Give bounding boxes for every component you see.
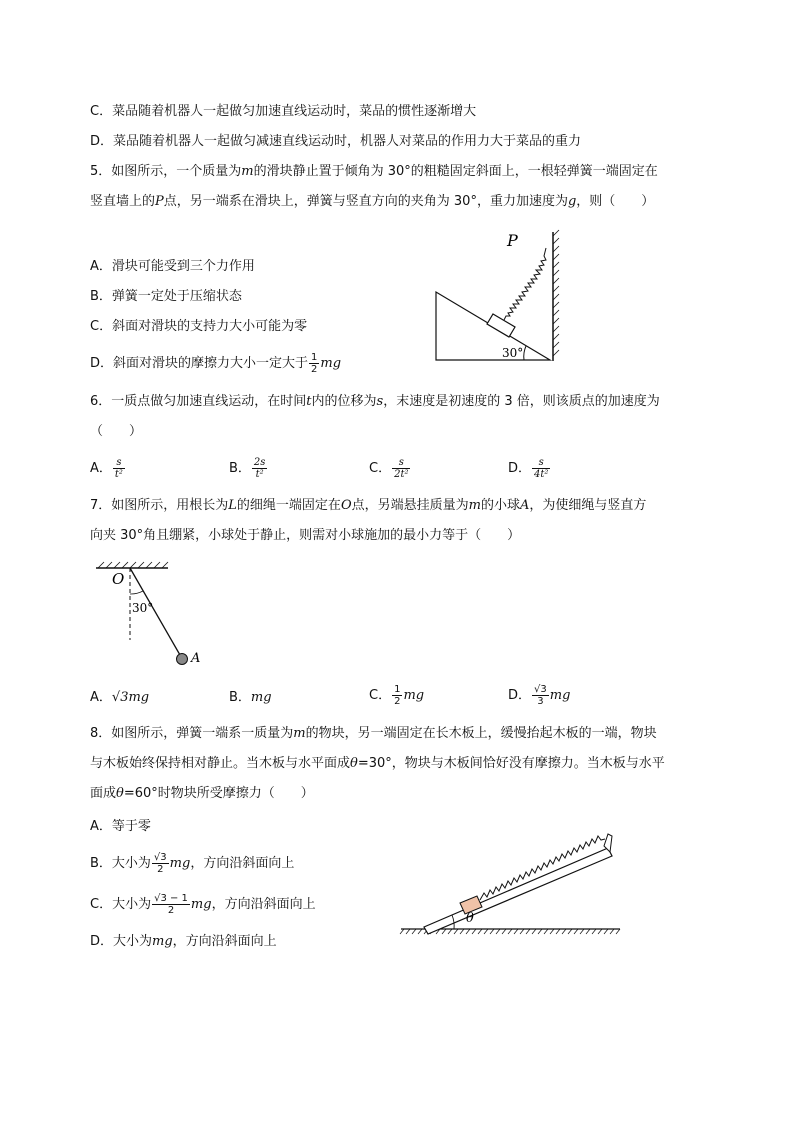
q7-option-d: D． $\frac{√3}{3}$ mg <box>508 684 571 707</box>
q8-stem-line3: 面成θ=60°时物块所受摩擦力（ ） <box>90 786 314 801</box>
q4-option-c: C．菜品随着机器人一起做匀加速直线运动时，菜品的惯性逐渐增大 <box>90 104 477 119</box>
q5-spring <box>504 248 546 320</box>
q7-label-angle: 30° <box>132 601 154 615</box>
q5-stem-line2: 竖直墙上的P点，另一端系在滑块上，弹簧与竖直方向的夹角为 30°，重力加速度为g，则（ ） <box>90 194 655 209</box>
q5-option-d: D．斜面对滑块的摩擦力大小一定大于 $\frac{1}{2}$ mg <box>90 352 342 375</box>
q7-option-c: C． $\frac{1}{2}$ mg <box>369 684 425 707</box>
q7-figure <box>90 560 220 675</box>
q4-option-d: D．菜品随着机器人一起做匀减速直线运动时，机器人对菜品的作用力大于菜品的重力 <box>90 134 582 149</box>
q7-option-a: A．√3mg <box>90 690 150 705</box>
q7-label-o: O <box>112 570 125 588</box>
q6-stem-line1: 6．一质点做匀加速直线运动，在时间t内的位移为s，末速度是初速度的 3 倍，则该质点的加速度为 <box>90 394 660 409</box>
q8-stem-line1: 8．如图所示，弹簧一端系一质量为m的物块，另一端固定在长木板上，缓慢抬起木板的一端，物块 <box>90 726 657 741</box>
q7-option-b: B．mg <box>229 690 272 705</box>
q5-option-c: C．斜面对滑块的支持力大小可能为零 <box>90 319 308 334</box>
q6-option-b: B． $\frac{2s}{\text{t²}}$ <box>229 457 266 480</box>
q5-stem-line1: 5．如图所示，一个质量为m的滑块静止置于倾角为 30°的粗糙固定斜面上，一根轻弹簧一端固定在 <box>90 164 658 179</box>
q8-stem-line2: 与木板始终保持相对静止。当木板与水平面成θ=30°，物块与木板间恰好没有摩擦力。当木板与水平 <box>90 756 665 771</box>
q8-spring <box>480 836 605 900</box>
q7-stem-line1: 7．如图所示，用根长为L的细绳一端固定在O点，另端悬挂质量为m的小球A，为使细绳与竖直方 <box>90 498 647 513</box>
q8-board <box>424 848 612 934</box>
q8-option-a: A．等于零 <box>90 819 151 834</box>
q5-slider-block <box>487 314 515 337</box>
q6-option-a: A． $\frac{s}{\text{t²}}$ <box>90 457 123 480</box>
q5-figure <box>430 228 570 368</box>
q5-option-a: A．滑块可能受到三个力作用 <box>90 259 255 274</box>
q6-option-c: C． $\frac{s}{\text{2t²}}$ <box>369 457 409 480</box>
q8-figure <box>398 830 628 940</box>
q8-label-theta: θ <box>466 911 474 926</box>
q7-label-a: A <box>191 651 201 666</box>
q7-stem-line2: 向夹 30°角且绷紧，小球处于静止，则需对小球施加的最小力等于（ ） <box>90 528 521 543</box>
q5-label-p: P <box>507 231 518 250</box>
q6-option-d: D． $\frac{s}{\text{4t²}}$ <box>508 457 549 480</box>
q5-option-b: B．弹簧一定处于压缩状态 <box>90 289 242 304</box>
q5-label-angle: 30° <box>502 346 524 360</box>
q7-ball <box>177 654 188 665</box>
q6-stem-line2: （ ） <box>90 424 143 439</box>
q8-option-b: B．大小为 $\frac{√3}{2}$ mg，方向沿斜面向上 <box>90 852 295 875</box>
q8-option-d: D．大小为mg，方向沿斜面向上 <box>90 934 277 949</box>
q8-option-c: C．大小为 $\frac{√3 - 1}{2}$ mg，方向沿斜面向上 <box>90 893 316 916</box>
